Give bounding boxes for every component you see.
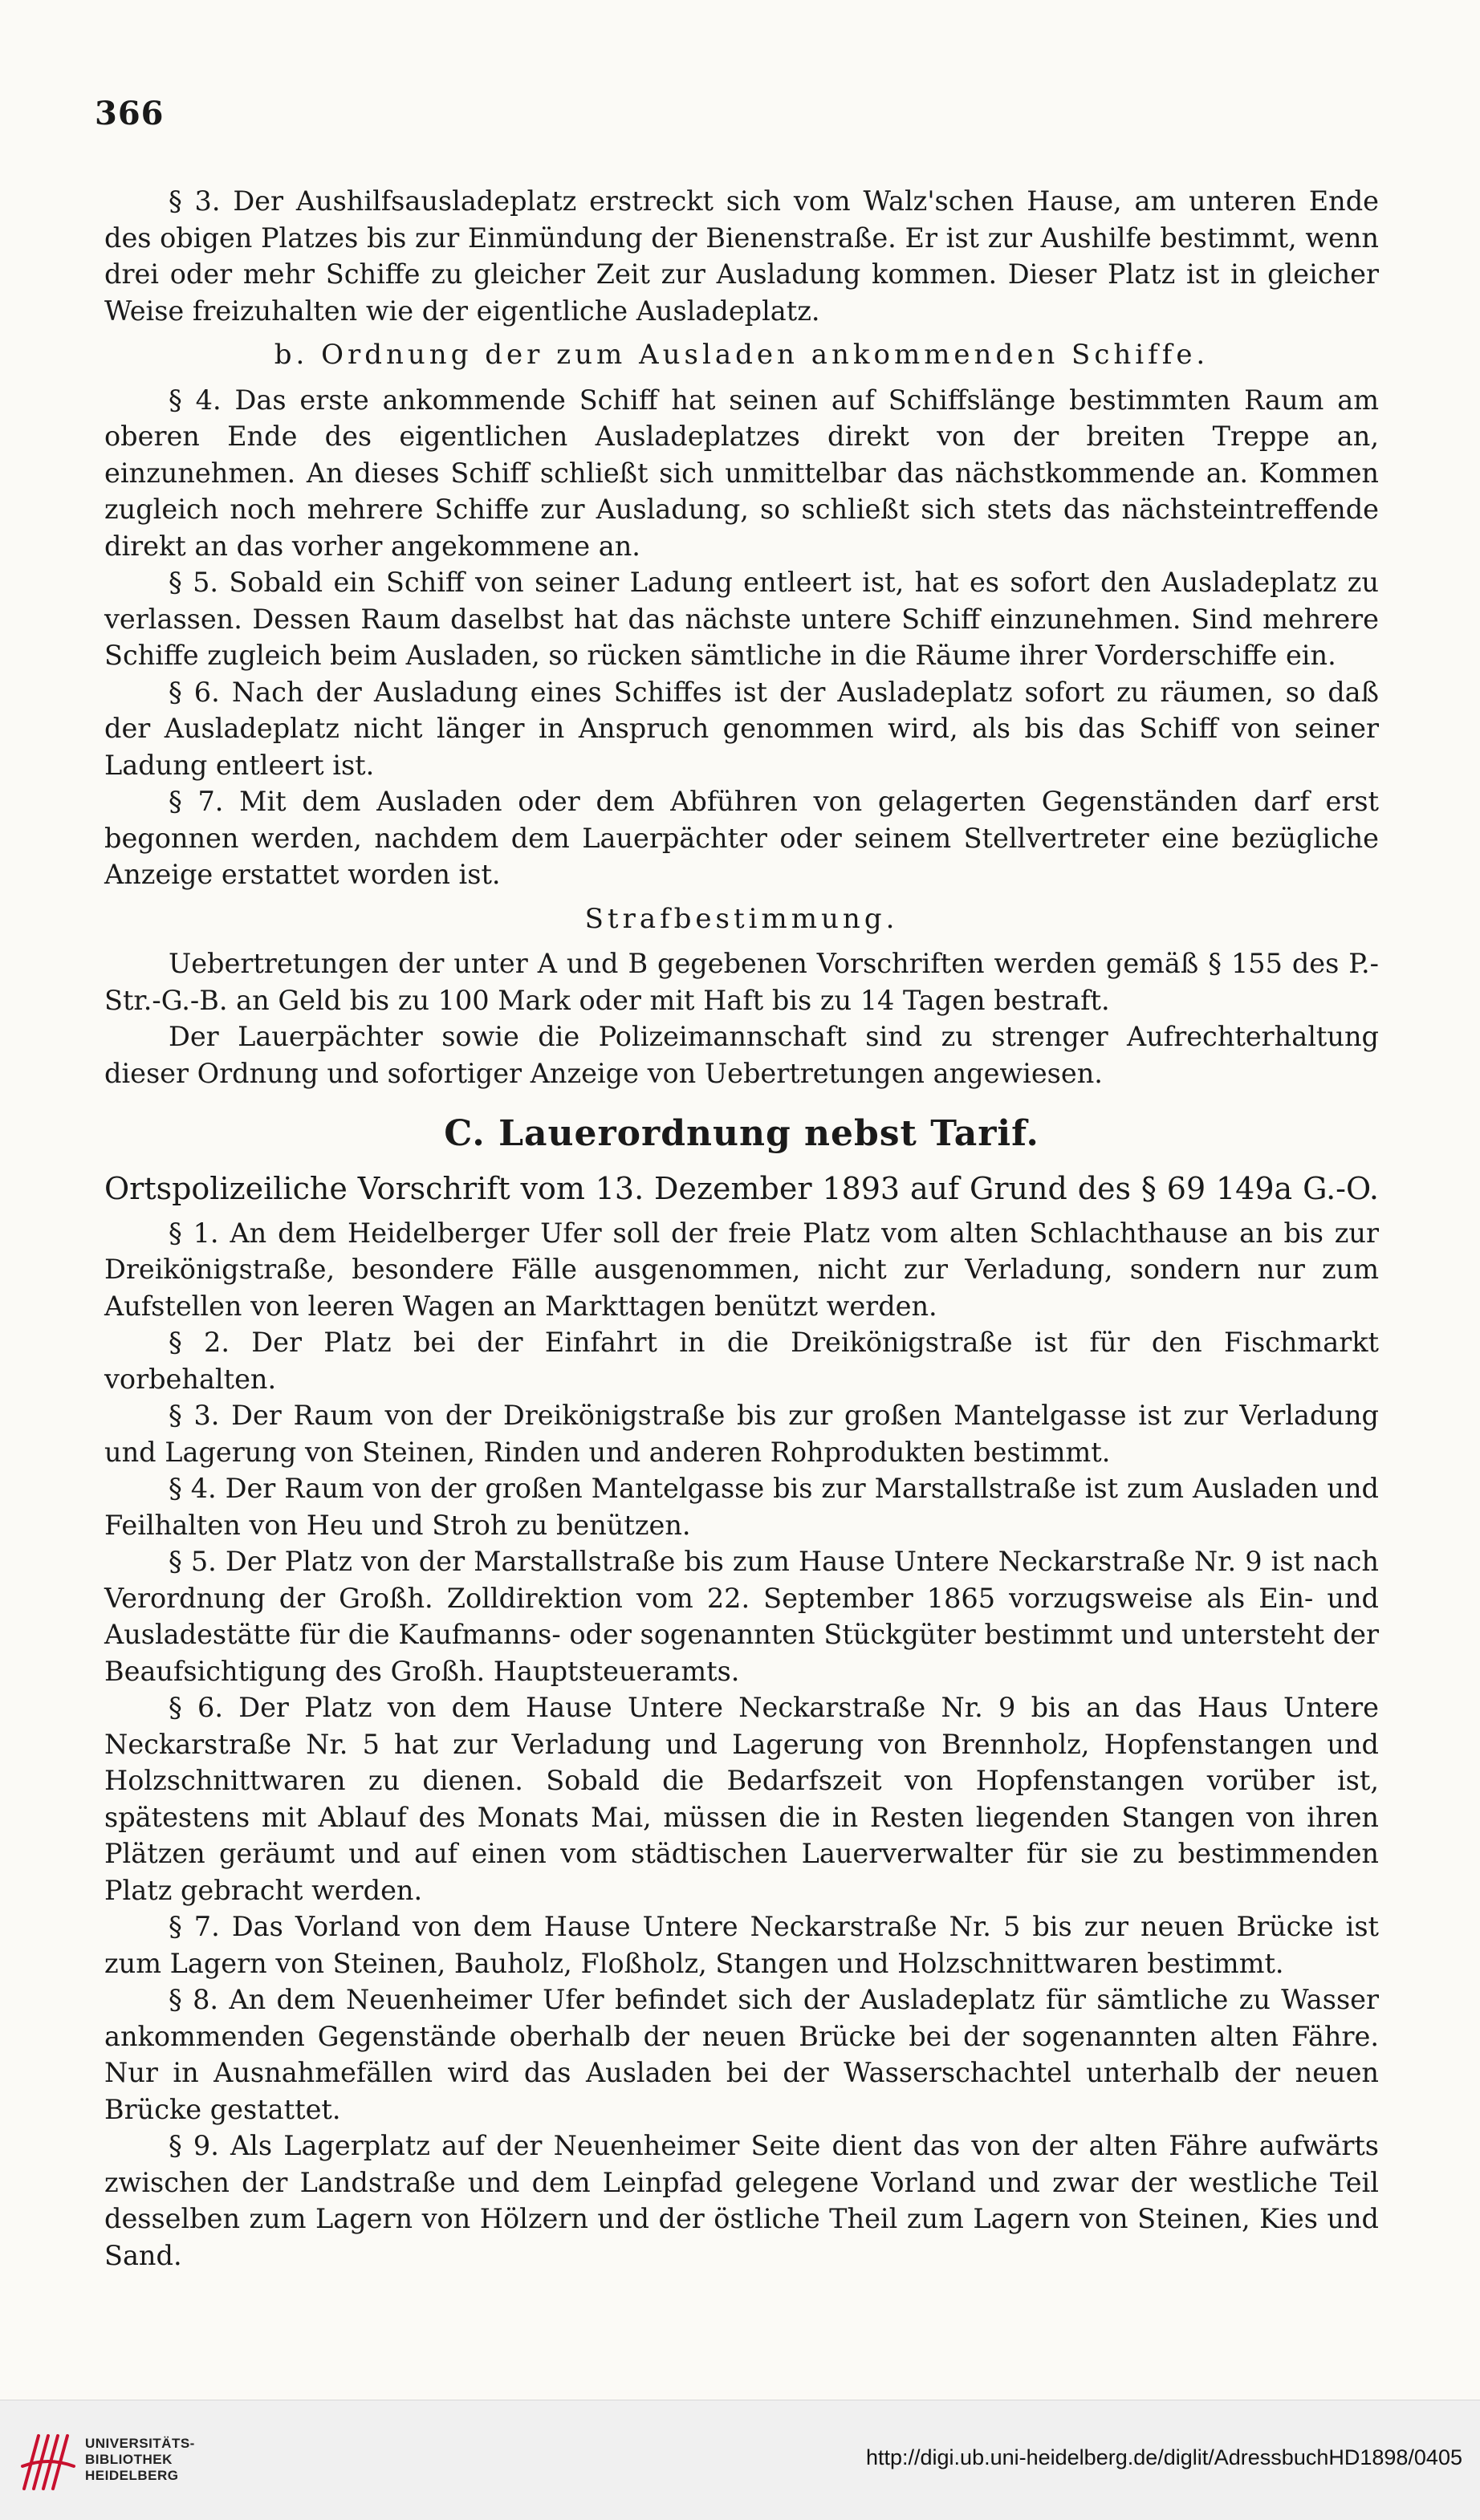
university-library-logo[interactable] bbox=[16, 2424, 201, 2497]
subheading-b: b. Ordnung der zum Ausladen ankommenden Schiffe. bbox=[274, 339, 1210, 371]
paragraph-c-6: § 6. Der Platz von dem Hause Untere Neckarstraße Nr. 9 bis an das Haus Untere Neckarstraße Nr. 5 hat zur Verladung und Lagerung von Brennholz, Hopfenstangen und Holzschnittwaren zu dienen. Sobald die Bedarfszeit von Hopfenstangen vorüber ist, spätestens mit Ablauf des Monats Mai, müssen die in Resten liegenden Stangen von ihren Plätzen geräumt und auf einen vom städtischen Lauerverwalter für sie zu bestimmenden Platz gebracht werden. bbox=[104, 1692, 1379, 1906]
paragraph-c-1: § 1. An dem Heidelberger Ufer soll der freie Platz vom alten Schlachthause an bis zur Dreikönigstraße, besondere Fälle ausgenommen, nicht zur Verladung, sondern nur zum Aufstellen von leeren Wagen an Markttagen benützt werden. bbox=[104, 1217, 1379, 1322]
paragraph-b-3: § 3. Der Aushilfsausladeplatz erstreckt sich vom Walz'schen Hause, am unteren Ende des obigen Platzes bis zur Einmündung der Bienenstraße. Er ist zur Aushilfe bestimmt, wenn drei oder mehr Schiffe zu gleicher Zeit zur Ausladung kommen. Dieser Platz ist in gleicher Weise freizuhalten wie der eigentliche Ausladeplatz. bbox=[104, 185, 1379, 327]
paragraph-c-4: § 4. Der Raum von der großen Mantelgasse bis zur Marstallstraße ist zum Ausladen und Feilhalten von Heu und Stroh zu benützen. bbox=[104, 1473, 1379, 1541]
logo-line-2: BIBLIOTHEK bbox=[85, 2452, 173, 2467]
paragraph-b-7: § 7. Mit dem Ausladen oder dem Abführen von gelagerten Gegenständen darf erst begonnen werden, nachdem dem Lauerpächter oder seinem Stellvertreter eine bezügliche Anzeige erstattet worden ist. bbox=[104, 786, 1379, 890]
paragraph-c-8: § 8. An dem Neuenheimer Ufer befindet sich der Ausladeplatz für sämtliche zu Wasser ankommenden Gegenstände oberhalb der neuen Brücke bei der sogenannten alten Fähre. Nur in Ausnahmefällen wird das Ausladen bei der Wasserschachtel unterhalb der neuen Brücke gestattet. bbox=[104, 1984, 1379, 2125]
paragraph-b-4: § 4. Das erste ankommende Schiff hat seinen auf Schiffslänge bestimmten Raum am oberen Ende des eigentlichen Ausladeplatzes direkt von der breiten Treppe an, einzunehmen. An dieses Schiff schließt sich unmittelbar das nächstkommende an. Kommen zugleich noch mehrere Schiffe zur Ausladung, so schließt sich stets das nächsteintreffende direkt an das vorher angekommene an. bbox=[104, 384, 1379, 562]
permalink-url[interactable]: http://digi.ub.uni-heidelberg.de/diglit/AdressbuchHD1898/0405 bbox=[865, 2445, 1462, 2469]
university-seal-icon bbox=[16, 2424, 80, 2497]
strafbestimmung-paragraph-1: Uebertretungen der unter A und B gegebenen Vorschriften werden gemäß § 155 des P.-Str.-G.-B. an Geld bis zu 100 Mark oder mit Haft bis zu 14 Tagen bestraft. bbox=[104, 948, 1379, 1016]
paragraph-c-3: § 3. Der Raum von der Dreikönigstraße bis zur großen Mantelgasse ist zur Verladung und Lagerung von Steinen, Rinden und anderen Rohprodukten bestimmt. bbox=[104, 1400, 1379, 1468]
paragraph-b-5: § 5. Sobald ein Schiff von seiner Ladung entleert ist, hat es sofort den Ausladeplatz zu verlassen. Dessen Raum daselbst hat das nächste untere Schiff einzunehmen. Sind mehrere Schiffe zugleich beim Ausladen, so rücken sämtliche in die Räume ihrer Vorderschiffe ein. bbox=[104, 567, 1379, 671]
page-number: 366 bbox=[95, 95, 165, 132]
logo-line-3: HEIDELBERG bbox=[85, 2468, 179, 2483]
paragraph-c-9: § 9. Als Lagerplatz auf der Neuenheimer Seite dient das von der alten Fähre aufwärts zwischen der Landstraße und dem Leinpfad gelegene Vorland und zwar der westliche Teil desselben zum Lagern von Hölzern und der östliche Theil zum Lagern von Steinen, Kies und Sand. bbox=[104, 2130, 1379, 2271]
section-c-heading: C. Lauerordnung nebst Tarif. bbox=[444, 1113, 1039, 1154]
paragraph-c-2: § 2. Der Platz bei der Einfahrt in die Dreikönigstraße ist für den Fischmarkt vorbehalten. bbox=[104, 1327, 1379, 1395]
footer-bar bbox=[0, 2400, 1480, 2520]
strafbestimmung-heading: Strafbestimmung. bbox=[584, 902, 899, 935]
section-c-intro: Ortspolizeiliche Vorschrift vom 13. Dezember 1893 auf Grund des § 69 149a G.-O. bbox=[104, 1170, 1379, 1206]
paragraph-c-7: § 7. Das Vorland von dem Hause Untere Neckarstraße Nr. 5 bis zur neuen Brücke ist zum Lagern von Steinen, Bauholz, Floßholz, Stangen und Holzschnittwaren bestimmt. bbox=[104, 1911, 1379, 1979]
logo-text bbox=[85, 2436, 195, 2484]
logo-line-1: UNIVERSITÄTS- bbox=[85, 2436, 195, 2451]
paragraph-c-5: § 5. Der Platz von der Marstallstraße bis zum Hause Untere Neckarstraße Nr. 9 ist nach Verordnung der Großh. Zolldirektion vom 22. September 1865 vorzugsweise als Ein- und Ausladestätte für die Kaufmanns- oder sogenannten Stückgüter bestimmt und untersteht der Beaufsichtigung des Großh. Hauptsteueramts. bbox=[104, 1546, 1379, 1687]
strafbestimmung-paragraph-2: Der Lauerpächter sowie die Polizeimannschaft sind zu strenger Aufrechterhaltung dieser Ordnung und sofortiger Anzeige von Uebertretungen angewiesen. bbox=[104, 1021, 1379, 1089]
paragraph-b-6: § 6. Nach der Ausladung eines Schiffes ist der Ausladeplatz sofort zu räumen, so daß der Ausladeplatz nicht länger in Anspruch genommen wird, als bis das Schiff von seiner Ladung entleert ist. bbox=[104, 676, 1379, 781]
page-content bbox=[104, 183, 1379, 2274]
